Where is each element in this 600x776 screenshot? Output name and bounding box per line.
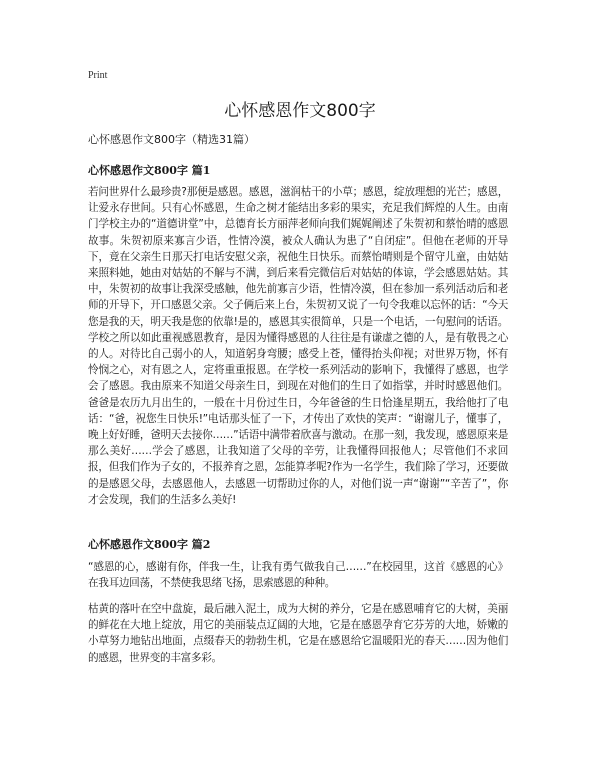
section-2-paragraph-2: 枯黄的落叶在空中盘旋，最后融入泥土，成为大树的养分，它是在感恩哺育它的大树，美丽的鲜花在大地上绽放，用它的美丽装点辽阔的大地，它是在感恩孕育它芬芳的大地，娇嫩的小草努力地钻出地面，点缀春天的勃勃生机，它是在感恩给它温暖阳光的春天……因为他们的感恩，世界变的丰富多彩。	[88, 603, 508, 664]
print-label: Print	[88, 70, 108, 81]
section-heading-1: 心怀感恩作文800字 篇1	[88, 164, 211, 177]
document-subtitle: 心怀感恩作文800字（精选31篇）	[88, 133, 255, 146]
page-title: 心怀感恩作文800字	[224, 101, 376, 121]
section-2-paragraph-1: “感恩的心，感谢有你，伴我一生，让我有勇气做我自己……”在校园里，这首《感恩的心》在我耳边回荡，不禁使我思绪飞扬，思索感恩的种种。	[88, 561, 508, 590]
section-heading-2: 心怀感恩作文800字 篇2	[88, 538, 211, 551]
section-1-paragraph-1: 若问世界什么最珍贵?那便是感恩。感恩，滋润枯干的小草；感恩，绽放理想的光芒；感恩，让爱永存世间。只有心怀感恩，生命之树才能结出多彩的果实，充足我们辉煌的人生。由南门学校主办的“道德讲堂”中，总德育长方丽萍老师向我们娓娓阐述了朱贺初和蔡怡晴的感恩故事。朱贺初原来寡言少语，性情冷漠，被众人确认为患了“自闭症”。但他在老师的开导下，竟在父亲生日那天打电话安慰父亲，祝他生日快乐。而蔡怡晴则是个留守儿童，由姑姑来照料她，她由对姑姑的不解与不满，到后来看完微信后对姑姑的体谅，学会感恩姑姑。其中，朱贺初的故事让我深受感触，他先前寡言少语，性情冷漠，但在参加一系列活动后和老师的开导下，开口感恩父亲。父子俩后来上台，朱贺初又说了一句令我难以忘怀的话：“今天您是我的天，明天我是您的依靠!是的，感恩其实很简单，只是一个电话，一句慰问的话语。学校之所以如此重视感恩教育，是因为懂得感恩的人往往是有谦虚之德的人，是有敬畏之心的人。对待比自己弱小的人，知道躬身弯腰；感受上苍，懂得抬头仰视；对世界万物，怀有怜悯之心，对有恩之人，定将重重报恩。在学校一系列活动的影响下，我懂得了感恩，也学会了感恩。我由原来不知道父母亲生日，到现在对他们的生日了如指掌，并时时感恩他们。爸爸是农历九月出生的，一般在十月份过生日，今年爸爸的生日恰逢星期五，我给他打了电话：“爸，祝您生日快乐!”电话那头怔了一下，才传出了欢快的笑声：“谢谢儿子，懂事了，晚上好好睡，爸明天去接你……”话语中满带着欣喜与激动。在那一刻，我发现，感恩原来是那么美好……学会了感恩，让我知道了父母的辛劳，让我懂得回报他人；尽管他们不求回报，但我们作为子女的，不报养育之恩，怎能算孝呢?作为一名学生，我们除了学习，还要做的是感恩父母，去感恩他人，去感恩一切帮助过你的人，对他们说一声“谢谢”“辛苦了”，你才会发现，我们的生活多么美好!	[88, 186, 508, 506]
